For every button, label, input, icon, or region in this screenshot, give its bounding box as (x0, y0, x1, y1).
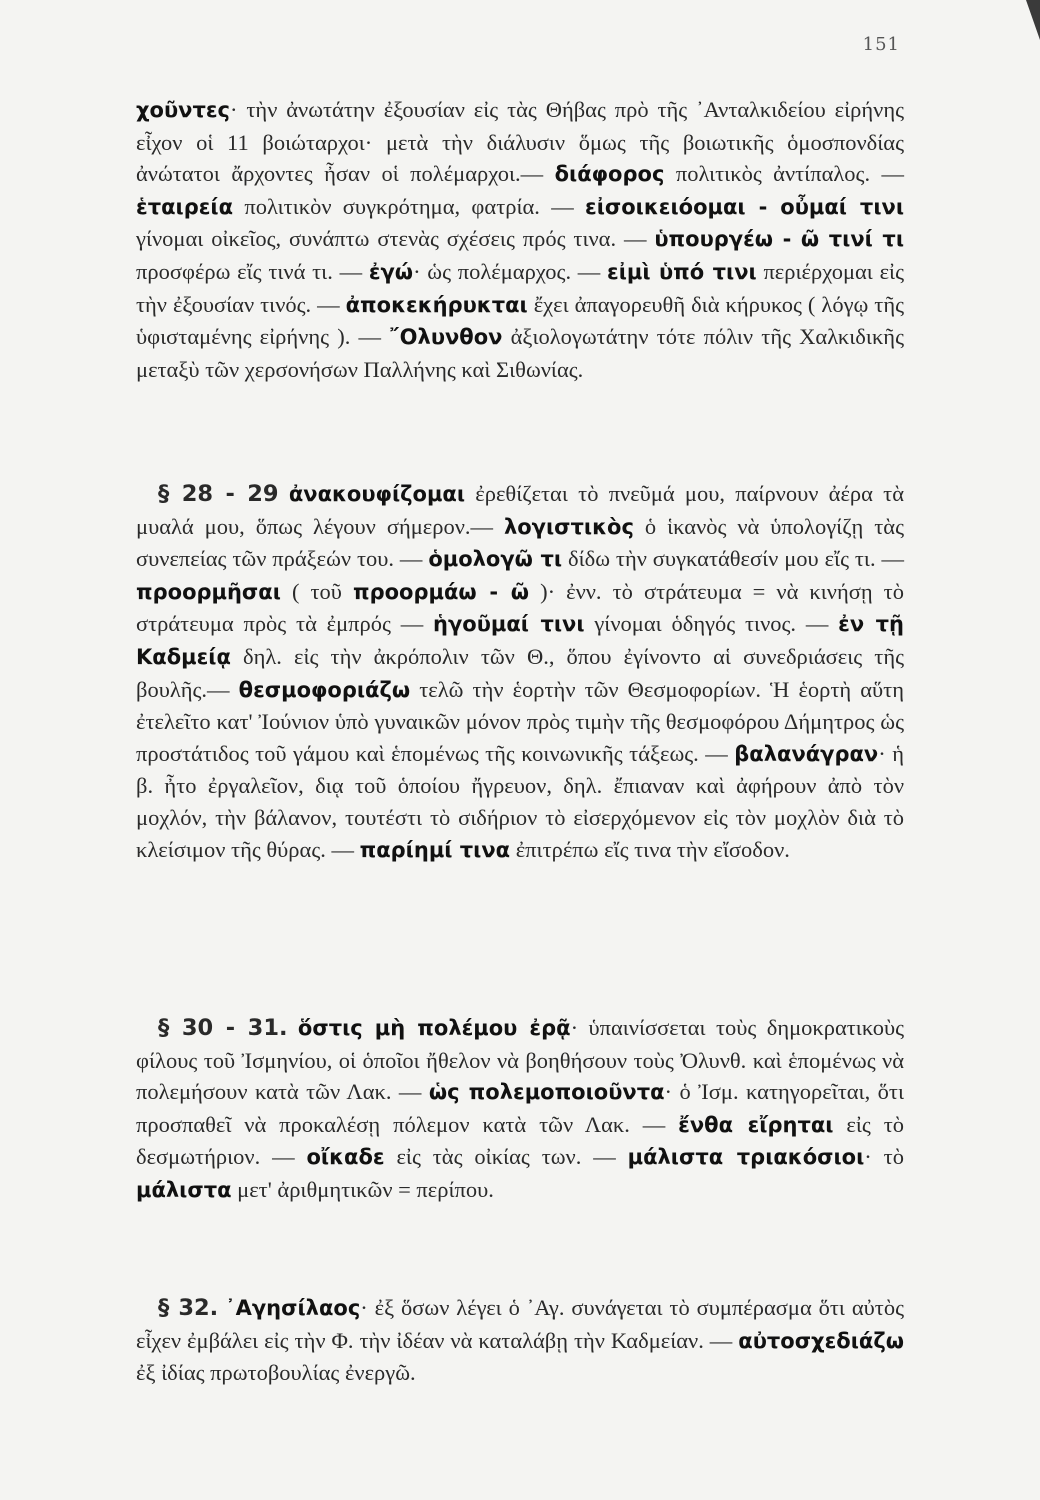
gloss-text: · ἐξ ὅσων λέγει ὁ ᾿Αγ. συνάγεται τὸ συμπέρασμα ὅτι αὐτὸς εἶχεν ἐμβάλει εἰς τὴν Φ. τὴν ἰδέαν νὰ καταλάβῃ τὴν Καδμείαν. — (136, 1295, 904, 1353)
gloss-text: ἐρεθίζεται τὸ πνεῦμά μου, παίρνουν ἀέρα τὰ μυαλά μου, ὅπως λέγουν σήμερον.— (136, 481, 904, 539)
headword: ᾿Αγησίλαος (225, 1296, 361, 1320)
gloss-text: ἀξιολογωτάτην τότε πόλιν τῆς Χαλκιδικῆς μεταξὺ τῶν χερσονήσων Παλλήνης καὶ Σιθωνίας. (136, 324, 904, 382)
gloss-text: ( τοῦ (280, 578, 353, 604)
headword: ἐγώ (368, 259, 414, 284)
headword: βαλανάγραν (734, 741, 879, 766)
headword: ἐν τῇ Καδμείᾳ (136, 612, 904, 669)
section-marker: § 28 - 29 (158, 481, 279, 507)
gloss-text: · ὑπαινίσσεται τοὺς δημοκρατικοὺς φίλους τοῦ Ἰσμηνίου, οἱ ὁποῖοι ἤθελον νὰ βοηθήσουν τοὺς Ὀλυνθ. καὶ ἑπομένως νὰ πολεμήσουν κατὰ τῶν Λακ. — (136, 1015, 904, 1105)
gloss-text: περιέρχομαι εἰς τὴν ἐξουσίαν τινός. — (136, 258, 904, 317)
headword: ὡς πολεμοποιοῦντα (428, 1080, 665, 1105)
paragraph-2 (136, 478, 904, 866)
section-marker: § 32. (158, 1295, 219, 1321)
gloss-text: ἐξ ἰδίας πρωτοβουλίας ἐνεργῶ. (136, 1360, 416, 1386)
gloss-text: πολιτικὸν συγκρότημα, φατρία. — (233, 193, 586, 219)
headword: χοῦντες (136, 98, 230, 122)
gloss-text: γίνομαι ὁδηγός τινος. — (584, 611, 839, 637)
headword: εἰσοικειόομαι - οὖμαί τινι (585, 194, 904, 219)
section-marker: § 30 - 31. (158, 1015, 288, 1041)
gloss-text: · τὸ (864, 1144, 904, 1170)
gloss-text: · ὡς πολέμαρχος. — (413, 258, 608, 284)
gloss-text: · τὴν ἀνωτάτην ἐξουσίαν εἰς τὰς Θήβας πρὸ τῆς ᾿Ανταλκιδείου εἰρήνης εἶχον οἱ 11 βοιώταρχοι· μετὰ τὴν διάλυσιν ὅμως τῆς βοιωτικῆς ὁμοσπονδίας ἀνώτατοι ἄρχοντες ἦσαν οἱ πολέμαρχοι.— (136, 97, 904, 187)
page-number: 151 (862, 34, 900, 55)
gloss-text: μετ' ἀριθμητικῶν = περίπου. (231, 1176, 494, 1202)
gloss-text: πολιτικὸς ἀντίπαλος. — (664, 161, 905, 187)
paragraph-3 (136, 1012, 904, 1207)
headword: λογιστικὸς (503, 514, 634, 539)
gloss-text: εἰς τὸ δεσμωτήριον. — (136, 1111, 904, 1170)
headword: εἰμὶ ὑπό τινι (607, 259, 757, 284)
scan-corner-shadow (1026, 0, 1040, 40)
gloss-text: τελῶ τὴν ἑορτὴν τῶν Θεσμοφορίων. Ἡ ἑορτὴ αὕτη ἐτελεῖτο κατ' Ἰούνιον ὑπὸ γυναικῶν μόνον πρὸς τιμὴν τῆς θεσμοφόρου Δήμητρος ὡς προστάτιδος τοῦ γάμου καὶ ἑπομένως τῆς κοινωνικῆς τάξεως. — (136, 676, 904, 766)
headword: ὁμολογῶ τι (428, 547, 563, 572)
headword: παρίημί τινα (359, 837, 511, 862)
gloss-text: )· ἐνν. τὸ στράτευμα = νὰ κινήσῃ τὸ στράτευμα πρὸς τὰ ἐμπρός — (136, 578, 904, 637)
gloss-text: δηλ. εἰς τὴν ἀκρόπολιν τῶν Θ., ὅπου ἐγίνοντο αἱ συνεδριάσεις τῆς βουλῆς.— (136, 643, 904, 702)
gloss-text: ὁ ἱκανὸς νὰ ὑπολογίζῃ τὰς συνεπείας τῶν πράξεών του. — (136, 513, 904, 572)
headword: προορμῆσαι (136, 579, 281, 604)
headword: ὅστις μὴ πολέμου ἐρᾷ (297, 1016, 571, 1040)
headword: οἴκαδε (306, 1145, 385, 1170)
paragraph-4 (136, 1292, 904, 1389)
paragraph-1 (136, 94, 904, 385)
gloss-text: προσφέρω εἴς τινά τι. — (136, 258, 369, 284)
gloss-text: · ἡ β. ἦτο ἐργαλεῖον, διᾳ τοῦ ὁποίου ἤγρευον, δηλ. ἔπιαναν καὶ ἀφήρουν ἀπὸ τὸν μοχλόν, τὴν βάλανον, τουτέστι τὸ σιδήριον τὸ εἰσερχόμενον εἰς τὸν μοχλὸν διὰ τὸ κλείσιμον τῆς θύρας. — (136, 740, 904, 862)
headword: ῎Ολυνθον (389, 325, 503, 350)
headword: ἑταιρεία (136, 194, 234, 219)
headword: προορμάω - ῶ (352, 579, 530, 604)
gloss-text: δίδω τὴν συγκατάθεσίν μου εἴς τι. — (562, 546, 904, 572)
headword: μάλιστα (136, 1177, 232, 1202)
headword: ἀνακουφίζομαι (288, 482, 466, 506)
headword: ἔνθα εἴρηται (678, 1112, 834, 1137)
gloss-text: γίνομαι οἰκεῖος, συνάπτω στενὰς σχέσεις πρός τινα. — (136, 226, 655, 252)
gloss-text: εἰς τὰς οἰκίας των. — (384, 1144, 628, 1170)
headword: αὐτοσχεδιάζω (738, 1328, 904, 1353)
headword: μάλιστα τριακόσιοι (627, 1145, 865, 1170)
headword: ἀποκεκήρυκται (345, 292, 528, 317)
headword: ὑπουργέω - ῶ τινί τι (654, 227, 904, 252)
headword: διάφορος (554, 162, 665, 187)
headword: ἡγοῦμαί τινι (433, 612, 585, 637)
gloss-text: ἐπιτρέπω εἴς τινα τὴν εἴσοδον. (510, 836, 790, 862)
headword: θεσμοφοριάζω (238, 677, 411, 702)
gloss-text: ἔχει ἀπαγορευθῆ διὰ κήρυκος ( λόγῳ τῆς ὑφισταμένης εἰρήνης ). — (136, 291, 905, 350)
gloss-text: · ὁ Ἰσμ. κατηγορεῖται, ὅτι προσπαθεῖ νὰ προκαλέσῃ πόλεμον κατὰ τῶν Λακ. — (136, 1079, 904, 1137)
